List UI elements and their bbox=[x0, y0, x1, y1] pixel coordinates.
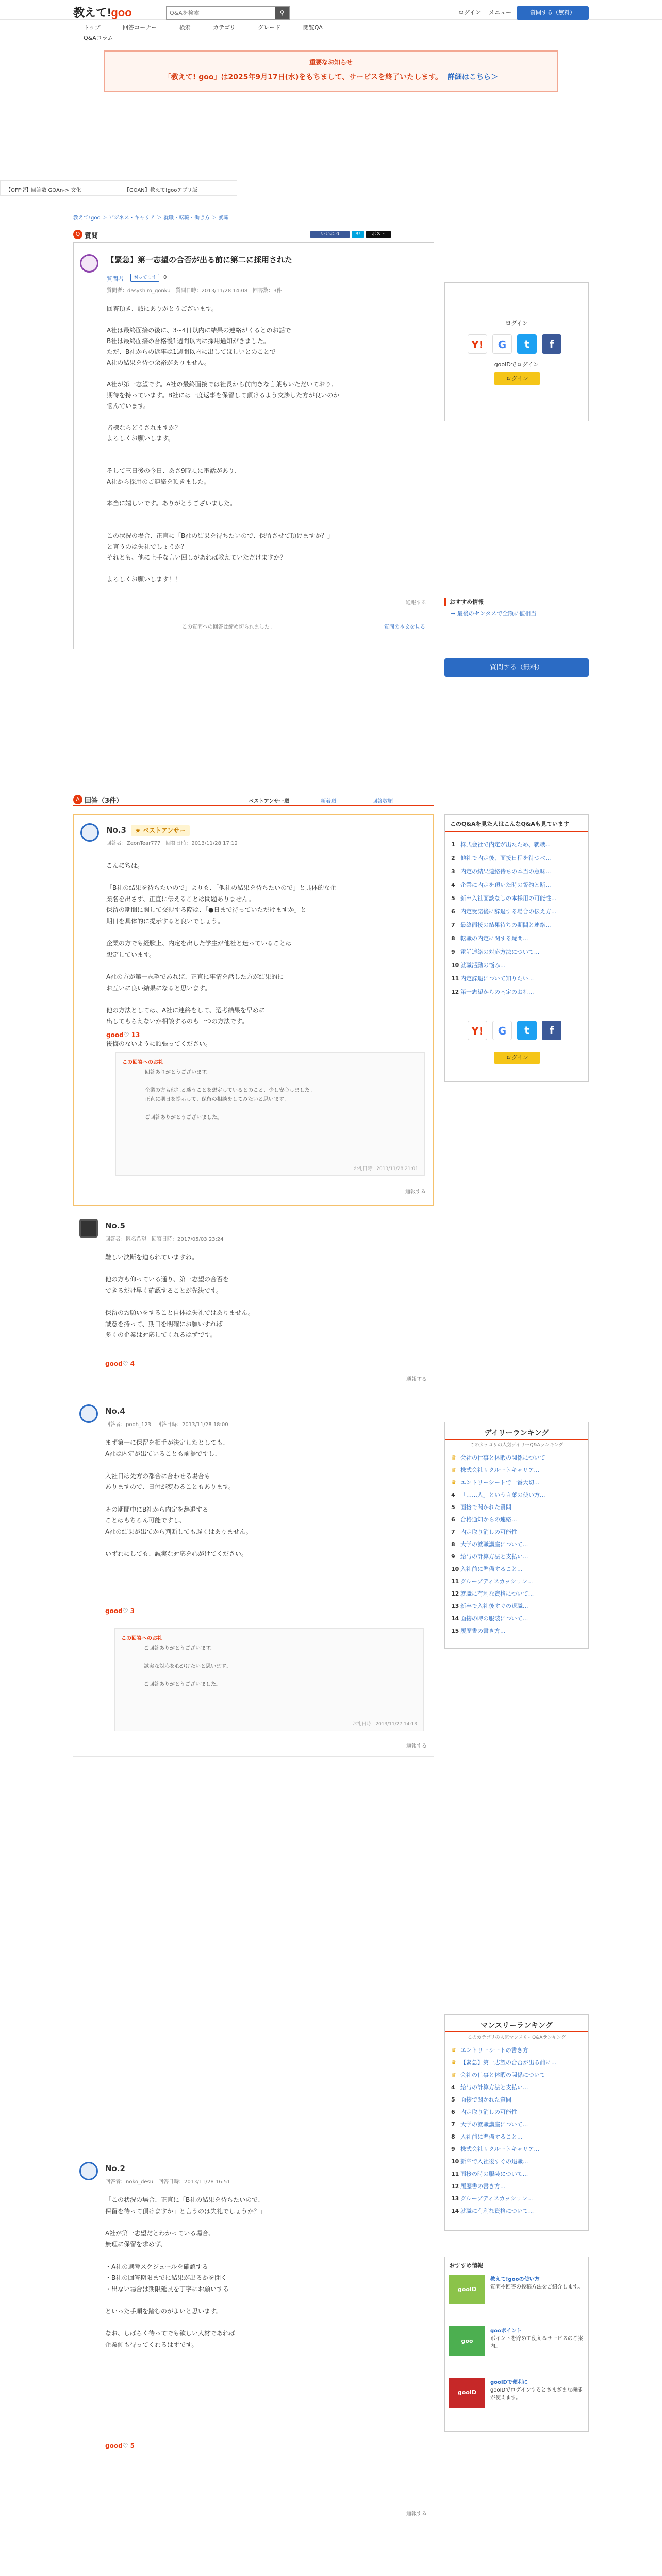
related-item[interactable]: 10 就職活動の悩み... bbox=[451, 962, 506, 969]
questioner-avatar bbox=[80, 254, 98, 273]
answerer-avatar bbox=[79, 2162, 98, 2180]
answer-meta: 回答者：noko_desu 回答日時：2013/11/28 16:51 bbox=[105, 2179, 230, 2185]
answerer-avatar bbox=[79, 1404, 98, 1423]
answer-body: 「この状況の場合、正直に「B社の結果を待ちたいので、 保留を待って頂けますか」と言うのは失礼でしょうか？」 A社が第一志望だとわかっている場合、 無理に保留を求めず、 ・A社の選考スケジュールを確認する ・B社の回答期限までに結果が出るかを聞く ・出ない場合は期限延長を丁寧にお願いする といった手順を踏むのがよいと思います。 なお、しばらく待ってでも欲しい人材であれば 企業側も待ってくれるはずです。 bbox=[105, 2196, 267, 2348]
notice-detail-link[interactable]: 詳細はこちら＞ bbox=[448, 73, 499, 81]
monthly-item[interactable]: 8 入社前に準備すること... bbox=[451, 2133, 523, 2140]
monthly-item[interactable]: 12 履歴書の書き方... bbox=[451, 2183, 506, 2190]
ranking-item[interactable]: ♛ 会社の仕事と休暇の関係について bbox=[451, 1454, 545, 1461]
nav-item-top[interactable]: トップ bbox=[84, 24, 101, 31]
question-footer bbox=[74, 615, 434, 635]
related-item[interactable]: 1 株式会社で内定が出たため、就職... bbox=[451, 841, 551, 848]
thanks-comment-body: ご回答ありがとうございます。 誠実な対応を心がけたいと思います。 ご回答ありがとうございました。 bbox=[144, 1646, 231, 1687]
nav-item-answer-corner[interactable]: 回答コーナー bbox=[123, 24, 157, 31]
login-label: ログイン bbox=[505, 320, 528, 327]
monthly-item[interactable]: 9 株式会社リクルートキャリア... bbox=[451, 2146, 539, 2153]
status-badge: 困ってます bbox=[130, 274, 159, 282]
answer-item bbox=[73, 1396, 434, 1757]
monthly-ranking-sub: このカテゴリの人気マンスリーQ&Aランキング bbox=[467, 2035, 566, 2040]
related-item[interactable]: 6 内定受諾後に辞退する場合の伝え方... bbox=[451, 908, 557, 915]
answer-meta: 回答者：ZeonTear777 回答日時：2013/11/28 17:12 bbox=[106, 841, 238, 846]
ranking-item[interactable]: 15 履歴書の書き方... bbox=[451, 1628, 506, 1634]
closed-notice: この質問への回答は締め切られました。 bbox=[182, 624, 275, 630]
ranking-item[interactable]: 7 内定取り消しの可能性 bbox=[451, 1529, 517, 1535]
related-item[interactable]: 9 電話連絡の対応方法について... bbox=[451, 948, 540, 955]
questioner-name[interactable]: 質問者 bbox=[107, 276, 124, 282]
daily-ranking-sub: このカテゴリの人気デイリーQ&Aランキング bbox=[470, 1443, 564, 1448]
ranking-item[interactable]: 9 給与の計算方法と支払い... bbox=[451, 1553, 528, 1560]
ranking-item[interactable]: 4 「……人」という言葉の使い方... bbox=[451, 1492, 545, 1498]
question-card bbox=[73, 242, 434, 649]
ranking-item[interactable]: 6 合格通知からの連絡... bbox=[451, 1516, 517, 1523]
yahoo-icon[interactable]: Y! bbox=[468, 1021, 487, 1040]
thanks-comment-body: 回答ありがとうございます。 企業の方も他社と迷うことを想定しているとのこと、少し安心しました。 正直に期日を提示して、保留の相談をしてみたいと思います。 ご回答ありがとうございました。 bbox=[145, 1070, 315, 1121]
nav-item-category[interactable]: カテゴリ bbox=[213, 24, 236, 31]
monthly-item[interactable]: 11 面接の時の服装について... bbox=[451, 2171, 528, 2177]
good-button[interactable]: good♡ 3 bbox=[105, 1607, 135, 1615]
nav-item-search[interactable]: 検索 bbox=[179, 24, 191, 31]
login-link[interactable]: ログイン bbox=[458, 9, 481, 16]
nav-item-grade[interactable]: グレード bbox=[258, 24, 281, 31]
answer-meta: 回答者：匿名希望 回答日時：2017/05/03 23:24 bbox=[105, 1236, 224, 1242]
monthly-item[interactable]: 4 給与の計算方法と支払い... bbox=[451, 2084, 528, 2091]
question-body: 回答頂き、誠にありがとうございます。 A社は最終面接の後に、3~4日以内に結果の連絡がくるとのお話で B社は最終面接の合格後1週間以内に採用通知がきました。 ただ、B社からの返事は1週間以内に出してほしいとのことで A社の結果を待つ余裕がありません。 A社が第一志望です。A社の最終面接では社長から前向きな言葉もいただいており、 期待を持っています。B社には一度返事を保留して頂けるよう交渉した方が良いのか 悩んでいます。 皆様ならどうされますか？ よろしくお願いします。 そして三日後の今日、あさ9時頃に電話があり、 A社から採用のご連絡を頂きました。 本当に嬉しいです。ありがとうございました。 この状況の場合、正直に「B社の結果を待ちたいので、保留させて頂けますか？」 と言うのは失礼でしょうか？ それとも、他に上手な言い回しがあれば教えていただけますか？ よろしくお願いします！！ bbox=[107, 305, 340, 583]
topic-link-a[interactable]: 【OFF型】回答数 GOAn-> 文化 bbox=[6, 188, 81, 193]
notice-title: 重要なお知らせ bbox=[309, 59, 353, 66]
ranking-item[interactable]: 11 グループディスカッション... bbox=[451, 1578, 533, 1585]
daily-ranking-box bbox=[444, 1422, 589, 1649]
search-icon[interactable]: ⚲ bbox=[275, 7, 289, 19]
facebook-icon[interactable]: f bbox=[542, 1021, 561, 1040]
answer-body: 難しい決断を迫られていますね。 他の方も仰っている通り、第一志望の合否を できるだけ早く確認することが先決です。 保留のお願いをすること自体は失礼ではありません。 誠意を持って、期日を明確にお願いすれば 多くの企業は対応してくれるはずです。 bbox=[105, 1253, 254, 1339]
answer-report-link[interactable]: 通報する bbox=[405, 1189, 426, 1195]
monthly-ranking-box bbox=[444, 2014, 589, 2231]
twitter-icon[interactable]: t bbox=[517, 1021, 537, 1040]
monthly-item[interactable]: ♛ 会社の仕事と休暇の関係について bbox=[451, 2072, 545, 2078]
yahoo-icon[interactable]: Y! bbox=[468, 334, 487, 354]
breadcrumb[interactable]: 教えて!goo ＞ ビジネス・キャリア ＞ 就職・転職・働き方 ＞ 就職 bbox=[73, 215, 229, 221]
recommend-box bbox=[444, 598, 589, 624]
related-item[interactable]: 2 他社で内定後、面接日程を待つべ... bbox=[451, 855, 551, 861]
thanks-comment bbox=[114, 1628, 424, 1731]
related-qa-box bbox=[444, 814, 589, 1082]
monthly-item[interactable]: 7 大学の就職講座について... bbox=[451, 2121, 528, 2128]
ads-box bbox=[444, 2257, 589, 2432]
thanks-comment bbox=[115, 1052, 425, 1176]
ads-title: おすすめ情報 bbox=[449, 2262, 484, 2269]
question-icon: Q bbox=[73, 230, 82, 239]
related-item[interactable]: 11 内定辞退について知りたい... bbox=[451, 975, 534, 982]
sidebar-login-button-2[interactable]: ログイン bbox=[494, 1052, 540, 1064]
thanks-comment-title: この回答へのお礼 bbox=[122, 1060, 163, 1065]
monthly-item[interactable]: 5 面接で聞かれた質問 bbox=[451, 2096, 511, 2103]
answer-meta: 回答者：pooh_123 回答日時：2013/11/28 18:00 bbox=[105, 1422, 228, 1428]
related-item[interactable]: 4 企業に内定を頂いた時の誓約と断... bbox=[451, 882, 551, 888]
ad-thumbnail[interactable]: gooID bbox=[449, 2275, 485, 2304]
ranking-item[interactable]: 10 入社前に準備すること... bbox=[451, 1566, 523, 1572]
ranking-item[interactable]: 5 面接で聞かれた質問 bbox=[451, 1504, 511, 1511]
related-item[interactable]: 3 内定の結果連絡待ちの本当の意味... bbox=[451, 868, 551, 875]
hatena-bookmark-button[interactable]: B! bbox=[352, 231, 364, 238]
answer-number: No.3 bbox=[106, 825, 126, 835]
menu-link[interactable]: メニュー bbox=[489, 9, 511, 16]
answerer-avatar bbox=[79, 1219, 98, 1238]
related-item[interactable]: 7 最終面接の結果待ちの期間と連絡... bbox=[451, 922, 551, 928]
sidebar-signup-button[interactable]: 質問する（無料） bbox=[444, 658, 589, 677]
ranking-item[interactable]: 14 面接の時の服装について... bbox=[451, 1615, 528, 1622]
sidebar-login-button[interactable]: ログイン bbox=[494, 372, 540, 385]
thanks-comment-date: お礼日時：2013/11/27 14:13 bbox=[352, 1722, 417, 1727]
answer-best bbox=[73, 814, 434, 1206]
related-item[interactable]: 8 転職の内定に関する疑問... bbox=[451, 935, 528, 942]
thanks-comment-title: この回答へのお礼 bbox=[121, 1636, 162, 1641]
facebook-icon[interactable]: f bbox=[542, 334, 561, 354]
monthly-item[interactable]: 14 就職に有利な資格について... bbox=[451, 2208, 534, 2214]
question-meta: 質問者：dasyshiro_gonku 質問日時：2013/11/28 14:08 回答数：3件 bbox=[107, 288, 282, 294]
recommend-title: おすすめ情報 bbox=[444, 598, 484, 606]
question-header bbox=[73, 229, 434, 240]
question-section-label: 質問 bbox=[85, 232, 98, 240]
question-title: 【緊急】第一志望の合否が出る前に第二に採用された bbox=[107, 255, 293, 264]
ad-text[interactable]: 教えて!gooの使い方 質問や回答の投稿方法をご紹介します。 bbox=[490, 2277, 583, 2290]
ad-text[interactable]: gooIDで便利に gooIDでログインするとさまざまな機能が使えます。 bbox=[490, 2380, 583, 2401]
related-item[interactable]: 5 新卒入社面談なしの本採用の可能性... bbox=[451, 895, 557, 902]
answer-icon: A bbox=[73, 795, 82, 804]
gooid-login-label: gooIDでログイン bbox=[494, 361, 539, 368]
answer-report-link[interactable]: 通報する bbox=[406, 1743, 427, 1749]
related-qa-title: このQ&Aを見た人はこんなQ&Aも見ています bbox=[445, 815, 588, 832]
answer-body: こんにちは。 「B社の結果を待ちたいので」よりも、「他社の結果を待ちたいので」と具体的な企 業名を出さず、正直に伝えることは問題ありません。 保留の期間に関して交渉する際は、「●日まで待っていただけますか」と 期日を具体的に提示すると良いでしょう。 企業の方でも経験上、内定を出した学生が他社と迷っていることは 想定しています。 A社の方が第一志望であれば、正直に事情を話した方が結果的に お互いに良い結果になると思います。 他の方法としては、A社に連絡をして、選考結果を早めに 出してもらえないか相談するのも一つの方法です。 後悔のないように頑張ってください。 bbox=[106, 862, 337, 1047]
nav-item-browse[interactable]: 閲覧QA bbox=[303, 24, 323, 31]
answer-number: No.5 bbox=[105, 1221, 125, 1230]
daily-ranking-title: デイリーランキング bbox=[445, 1422, 588, 1440]
answer-report-link[interactable]: 通報する bbox=[406, 1377, 427, 1382]
good-button[interactable]: good♡ 5 bbox=[105, 2442, 135, 2449]
related-item[interactable]: 12 第一志望からの内定のお礼... bbox=[451, 989, 534, 995]
answer-number: No.4 bbox=[105, 1406, 125, 1416]
ad-thumbnail[interactable]: goo bbox=[449, 2326, 485, 2356]
answer-number: No.2 bbox=[105, 2164, 125, 2173]
notice-body: 「教えて! goo」は2025年9月17日(水)をもちまして、サービスを終了いたします。 詳細はこちら＞ bbox=[163, 73, 499, 81]
logo[interactable]: 教えて!goo bbox=[73, 6, 132, 19]
topic-link-b[interactable]: 【GOAN】教えて!gooアプリ版 bbox=[124, 188, 197, 193]
answer-item bbox=[73, 2154, 434, 2524]
facebook-share-button[interactable]: いいね 0 bbox=[310, 231, 350, 238]
header-signup-button[interactable]: 質問する（無料） bbox=[517, 6, 589, 20]
answers-header bbox=[73, 793, 434, 806]
twitter-icon[interactable]: t bbox=[517, 334, 537, 354]
ad-text[interactable]: gooポイント ポイントを貯めて使えるサービスのご案内。 bbox=[490, 2328, 583, 2349]
google-icon[interactable]: G bbox=[492, 334, 512, 354]
thanks-comment-date: お礼日時：2013/11/28 21:01 bbox=[353, 1166, 418, 1172]
ranking-item[interactable]: 12 就職に有利な資格について... bbox=[451, 1590, 534, 1597]
ad-thumbnail[interactable]: gooID bbox=[449, 2378, 485, 2408]
view-question-link[interactable]: 質問の本文を見る bbox=[384, 624, 425, 630]
monthly-item[interactable]: 13 グループディスカッション... bbox=[451, 2195, 533, 2202]
sort-best[interactable]: ベストアンサー順 bbox=[249, 799, 290, 804]
answers-label: 回答（3件） bbox=[85, 797, 123, 805]
answer-report-link[interactable]: 通報する bbox=[406, 2511, 427, 2517]
answer-body: まず第一に保留を相手が決定したとしても、 A社は内定が出ていることも前提ですし、 入社日は先方の都合に合わせる場合も ありますので、日付が変わることもあります。 その期間中にB社から内定を辞退する ことはもちろん可能ですし、 A社の結果が出てから判断しても遅くはありません。 いずれにしても、誠実な対応を心がけてください。 bbox=[105, 1439, 252, 1557]
good-button[interactable]: good♡ 13 bbox=[106, 1031, 140, 1039]
best-answer-badge: ★ ベストアンサー bbox=[131, 825, 190, 836]
monthly-item[interactable]: 6 内定取り消しの可能性 bbox=[451, 2109, 517, 2115]
sidebar-login-box bbox=[444, 282, 589, 421]
ranking-item[interactable]: 13 新卒で入社後すぐの退職... bbox=[451, 1603, 528, 1609]
monthly-item[interactable]: 10 新卒で入社後すぐの退職... bbox=[451, 2158, 528, 2165]
google-icon[interactable]: G bbox=[492, 1021, 512, 1040]
monthly-ranking-title: マンスリーランキング bbox=[445, 2015, 588, 2032]
question-good-count: 0 bbox=[163, 275, 167, 280]
nav-item-column[interactable]: Q&Aコラム bbox=[84, 35, 113, 41]
recommend-link[interactable]: → 最後のセンタスで全額に値相当 bbox=[451, 610, 537, 617]
good-button[interactable]: good♡ 4 bbox=[105, 1360, 135, 1367]
sort-count[interactable]: 回答数順 bbox=[372, 799, 393, 804]
x-post-button[interactable]: ポスト bbox=[366, 231, 391, 238]
monthly-item[interactable]: ♛ 【緊急】第一志望の合否が出る前に... bbox=[451, 2059, 557, 2066]
answerer-avatar bbox=[80, 823, 99, 842]
monthly-item[interactable]: ♛ エントリーシートの書き方 bbox=[451, 2047, 528, 2054]
ranking-item[interactable]: 8 大学の就職講座について... bbox=[451, 1541, 528, 1548]
question-report-link[interactable]: 通報する bbox=[406, 600, 426, 606]
ranking-item[interactable]: ♛ エントリーシートで一番大切... bbox=[451, 1479, 540, 1486]
answer-item bbox=[73, 1211, 434, 1391]
ranking-item[interactable]: ♛ 株式会社リクルートキャリア... bbox=[451, 1467, 539, 1473]
sort-new[interactable]: 新着順 bbox=[321, 799, 336, 804]
